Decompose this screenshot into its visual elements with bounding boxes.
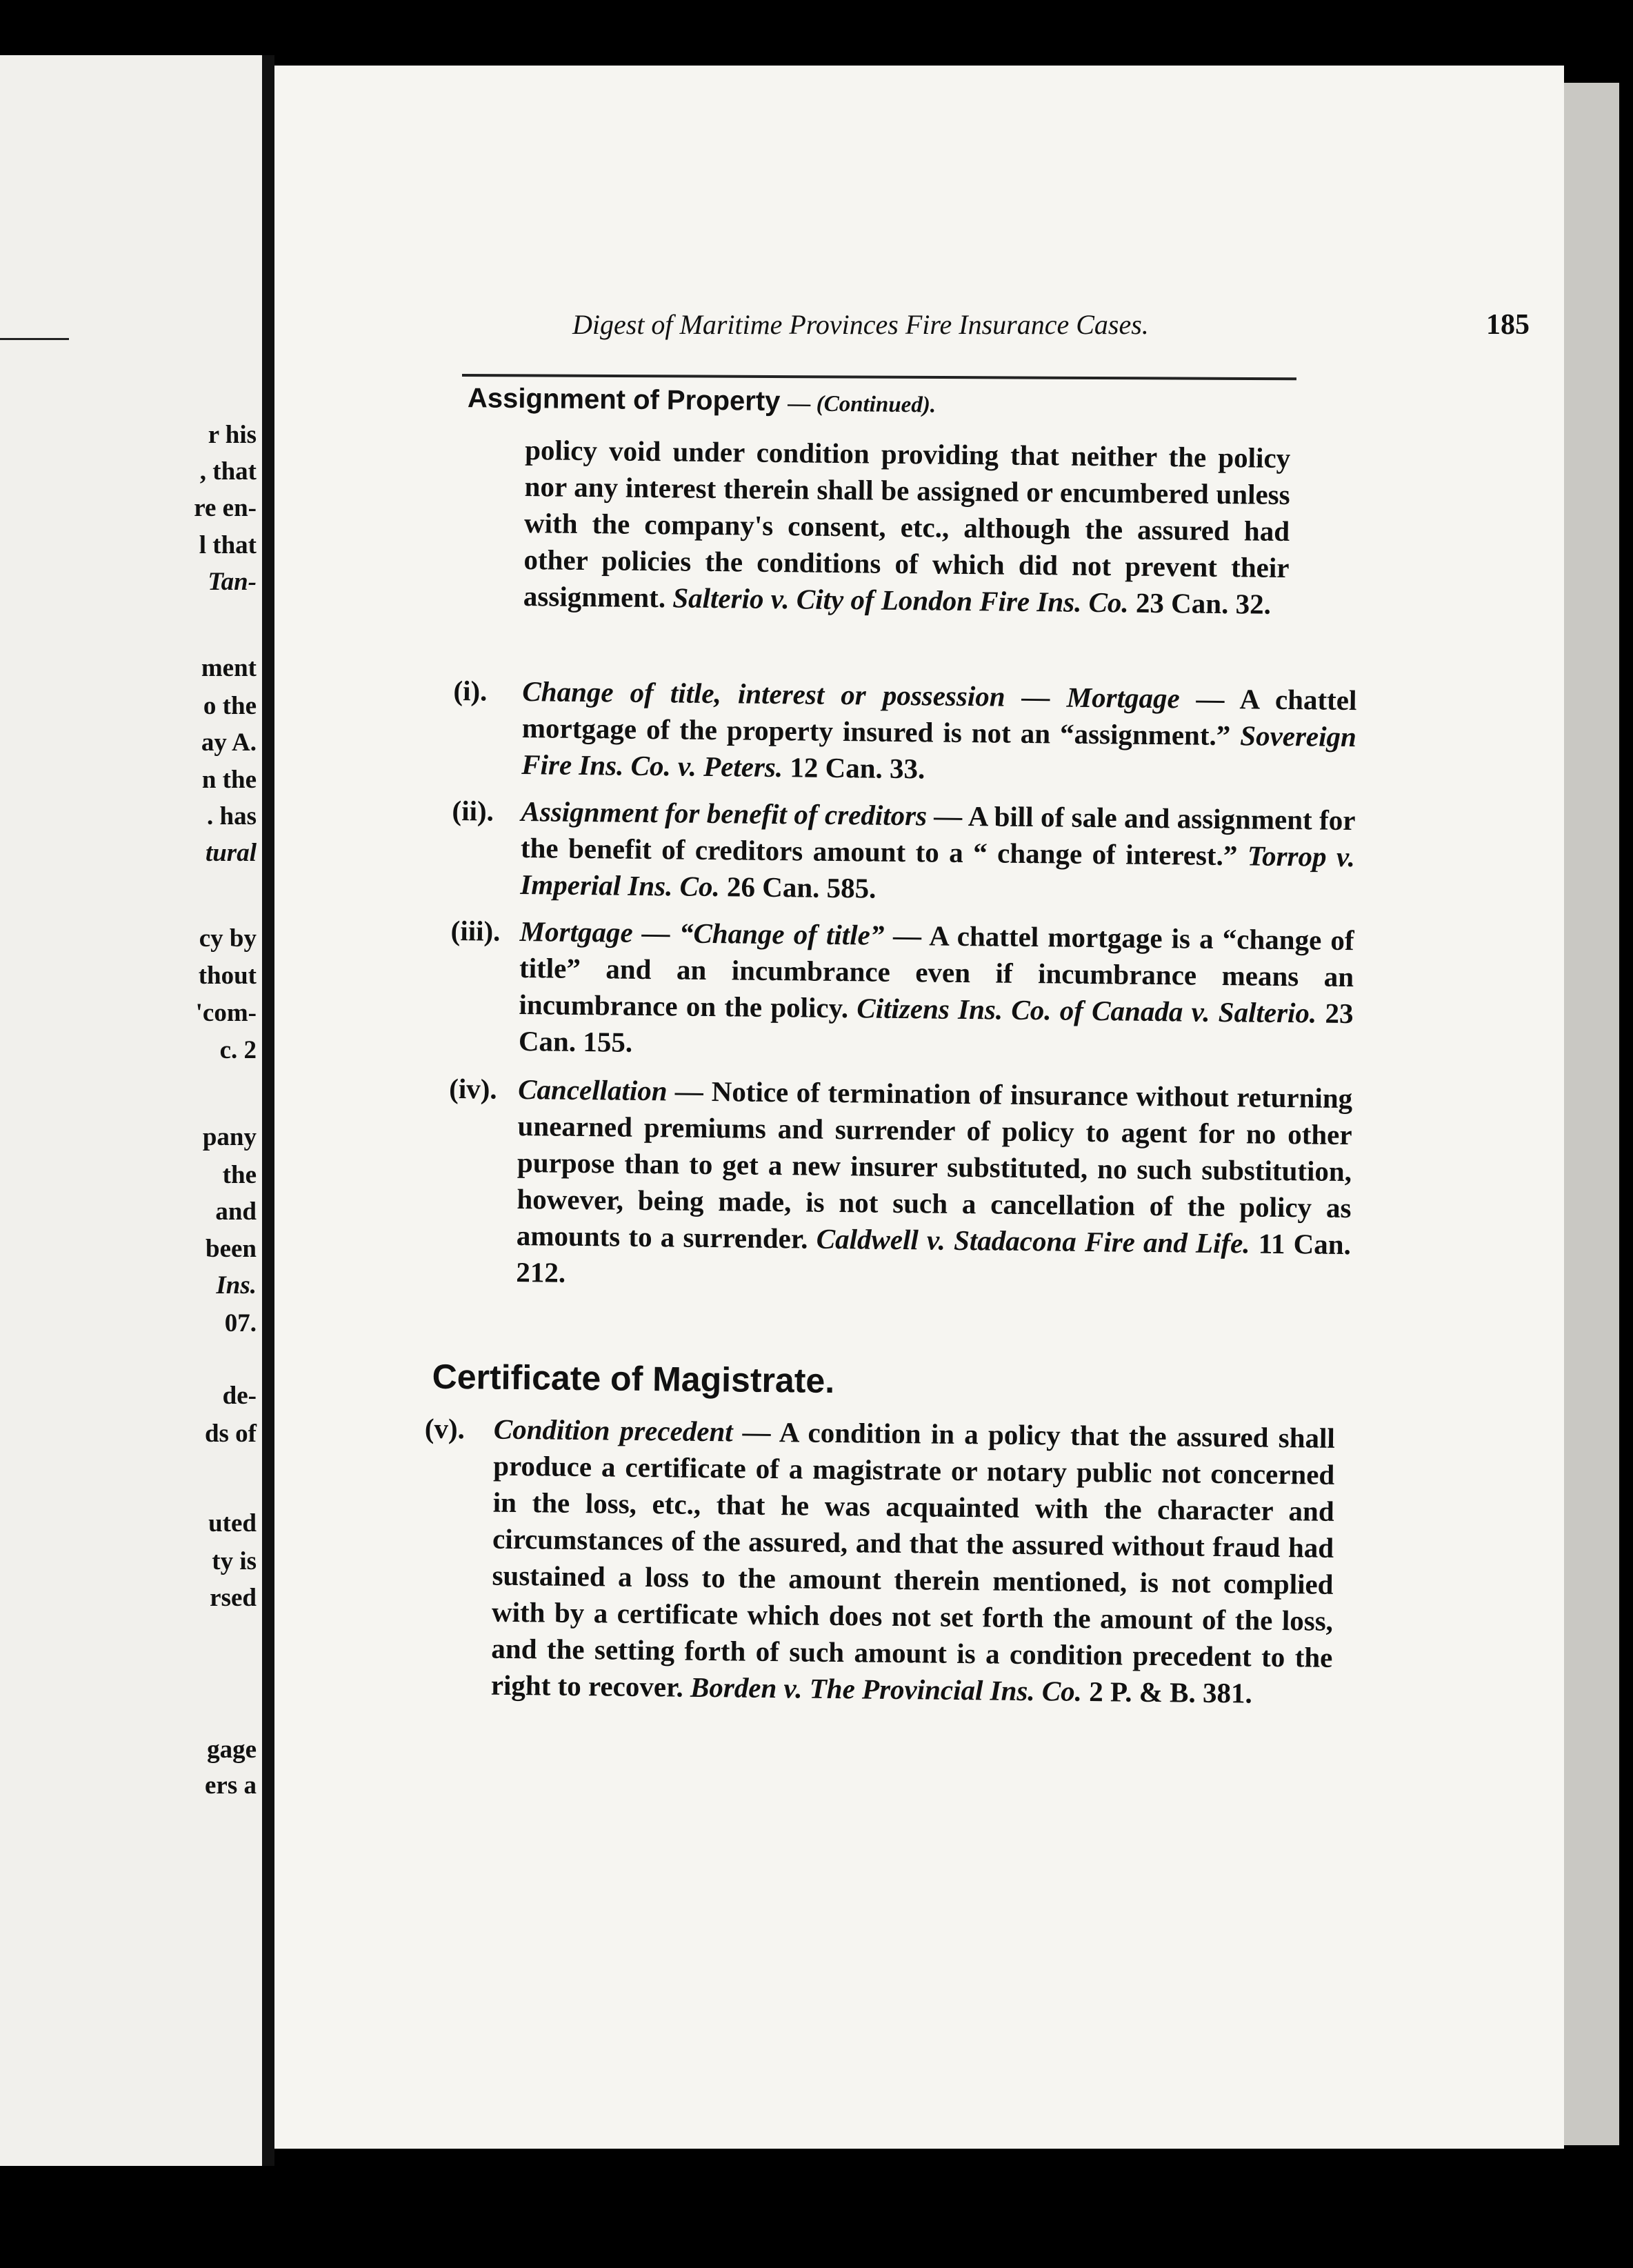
entry-i [452,673,1357,792]
entry-text: Notice of termination of insurance without returning unearned premiums and surrender of policy to agent for no other purpose than to get a new insurer substituted, no such substitution, however, being made, is not such a cancellation of the policy as amounts to a surrender. [516,1075,1353,1255]
case-citation: Salterio v. City of London Fire Ins. Co. [672,581,1129,619]
left-page-line-fragment: thout [198,962,257,990]
intro-text: policy void under condition providing that neither the policy nor any interest therein shall be assigned or encumbered unless with the company's consent, etc., although the assured had other policies the conditions of which did not prevent their assignment. [523,434,1291,614]
left-page-line-fragment: n the [201,766,257,794]
case-citation: Citizens Ins. Co. of Canada v. Salterio. [856,992,1317,1029]
reporter-citation: 12 Can. 33. [790,751,925,785]
right-page [274,66,1564,2149]
left-page-line-fragment: de- [222,1382,257,1410]
text-column [274,66,1564,2149]
section-heading-certificate [432,1357,834,1401]
section-title: Certificate of Magistrate. [432,1357,835,1400]
section-title: Assignment of Property [467,383,781,417]
left-page-fragment [0,55,262,2166]
left-page-line-fragment: uted [208,1509,257,1538]
left-page-line-fragment: tural [205,839,257,867]
left-page-line-fragment: ers a [205,1771,257,1800]
entry-text: A chattel mortgage is a “change of title” and an incumbrance even if incumbrance means an incumbrance on the policy. [519,919,1354,1024]
entry-heading: Condition precedent — [493,1413,772,1448]
entry-heading: Cancellation — [517,1073,704,1107]
case-citation: Borden v. The Provincial Ins. Co. [690,1671,1083,1707]
left-page-line-fragment: o the [203,692,257,720]
entry-iv [447,1071,1352,1300]
left-page-line-fragment: ment [201,654,257,682]
left-page-line-fragment: ty is [212,1547,257,1575]
left-page-line-fragment: been [206,1235,257,1263]
left-page-line-fragment: ay A. [201,728,257,757]
section-heading-assignment [468,383,936,419]
reporter-citation: 23 Can. 32. [1135,586,1272,620]
entry-number: (v). [424,1412,465,1445]
left-page-line-fragment: and [215,1197,257,1226]
reporter-citation: 26 Can. 585. [726,871,876,904]
entry-number: (iii). [450,914,501,947]
entry-heading: Change of title, interest or possession — Mortgage — [522,675,1225,715]
left-page-line-fragment: 07. [224,1309,257,1337]
left-page-line-fragment: Tan- [208,568,257,596]
left-page-line-fragment: ds of [204,1420,257,1448]
entry-number: (i). [453,674,488,707]
book-spine [262,55,274,2166]
section-continued: — (Continued). [788,391,936,418]
left-page-line-fragment: the [222,1161,257,1189]
left-page-line-fragment: 'com- [195,999,257,1027]
entry-v [422,1411,1336,1713]
entry-text: A bill of sale and assignment for the benefit of creditors amount to a “ change of interest.” [520,800,1356,872]
reporter-citation: 23 Can. 155. [518,997,1354,1058]
left-page-rule [0,338,69,340]
entry-text: A chattel mortgage of the property insured is not an “assignment.” [521,683,1357,752]
entry-heading: Assignment for benefit of creditors — [521,795,963,832]
entry-text: A condition in a policy that the assured shall produce a certificate of a magistrate or notary public not concerned in the loss, etc., that he was acquainted with the character and circumstances of the assured, and that the assured without fraud had sustained a loss to the amount therein mentioned, is not complied with by a certificate which does not set forth the amount of the loss, and the setting forth of such amount is a condition precedent to the right to recover. [490,1416,1336,1703]
reporter-citation: 2 P. & B. 381. [1088,1675,1252,1709]
case-citation: Torrop v. Imperial Ins. Co. [520,839,1356,903]
left-page-line-fragment: re en- [194,494,257,522]
page-edge [1564,83,1619,2145]
entry-number: (iv). [448,1072,497,1105]
reporter-citation: 11 Can. 212. [516,1227,1352,1289]
left-page-line-fragment: pany [202,1123,257,1151]
case-citation: Sovereign Fire Ins. Co. v. Peters. [521,719,1357,784]
running-title: Digest of Maritime Provinces Fire Insurance Cases. [572,309,1149,340]
entry-number: (ii). [452,794,494,827]
left-page-line-fragment: rsed [210,1584,257,1612]
left-page-line-fragment: r his [208,421,257,449]
left-page-line-fragment: Ins. [216,1271,257,1300]
page-number: 185 [1486,309,1530,341]
entry-heading: Mortgage — “Change of title” — [519,915,922,952]
left-page-line-fragment: gage [207,1735,257,1764]
entry-ii [451,793,1356,912]
left-page-line-fragment: , that [199,457,257,486]
left-page-line-fragment: cy by [199,924,257,953]
case-citation: Caldwell v. Stadacona Fire and Life. [816,1222,1250,1260]
entry-iii [450,913,1354,1068]
left-page-line-fragment: c. 2 [219,1036,257,1064]
left-page-line-fragment: l that [199,531,257,559]
left-page-line-fragment: . has [207,802,257,830]
intro-paragraph [523,432,1291,623]
